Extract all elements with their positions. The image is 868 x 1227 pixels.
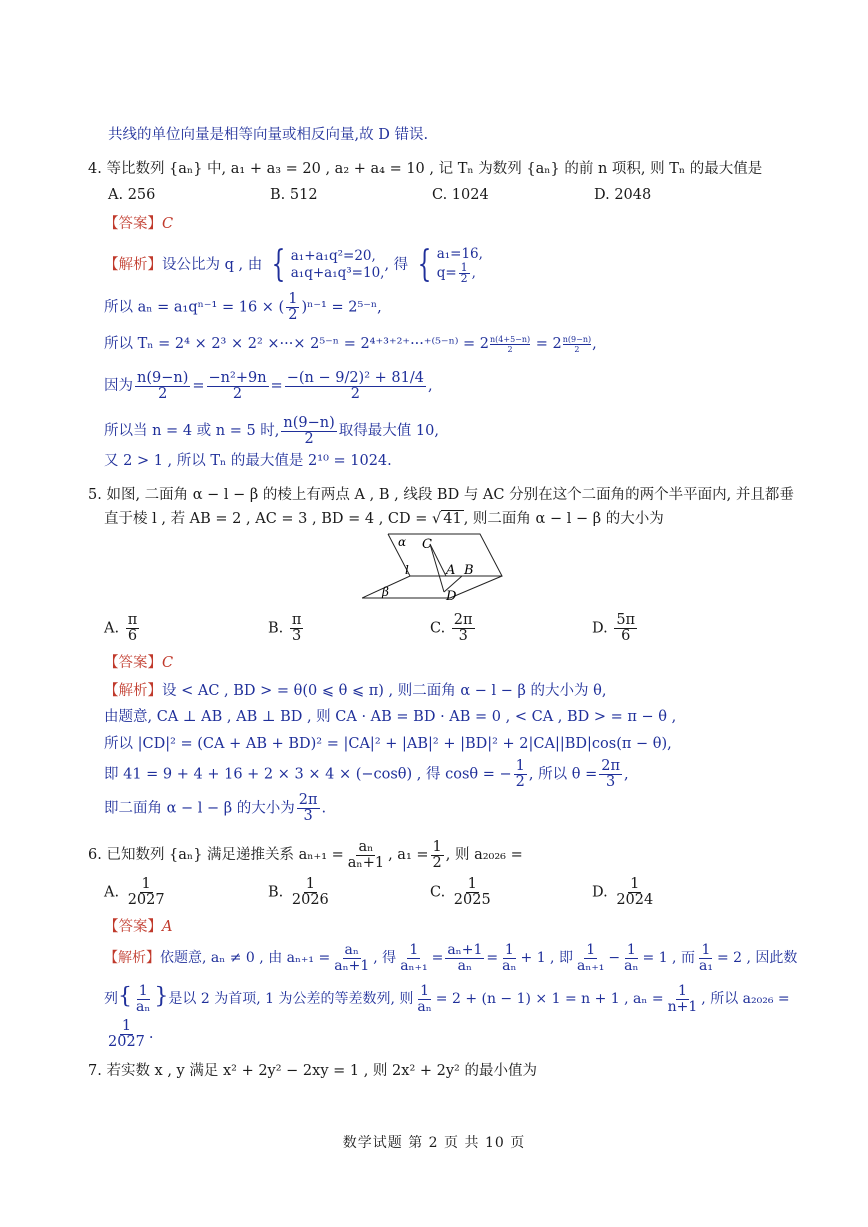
q6-analysis-line-2: 列{ $\frac{1}{\text{aₙ}}$ }是以 2 为首项, 1 为公差的等差数列, 则 $\frac{1}{\text{aₙ}}$ = 2 + (n − 1) × 1 = n + 1 , aₙ = $\frac{1}{n+1}$ , 所以 a₂₀₂₆ = [104, 982, 790, 1015]
q4-analysis-line-6: 又 2 > 1 , 所以 Tₙ 的最大值是 2¹⁰ = 1024. [104, 453, 392, 469]
q5-analysis-line-1 [104, 682, 606, 700]
analysis-tag: 【解析】 [104, 257, 162, 273]
question-6-stem: 6. 已知数列 {aₙ} 满足递推关系 aₙ₊₁ = $\frac{\text{aₙ}}{\text{aₙ+1}}$ , a₁ = $\frac{1}{2}$ , 则 a₂₀₂₆ = [88, 838, 523, 871]
text: 所以 Tₙ = 2⁴ × 2³ × 2² ×···× 2⁵⁻ⁿ = 2⁴⁺³⁺²⁺···⁺⁽⁵⁻ⁿ⁾ = 2 [104, 336, 490, 352]
question-5-stem-1: 5. 如图, 二面角 α − l − β 的棱上有两点 A , B , 线段 BD 与 AC 分别在这个二面角的两个半平面内, 并且都垂 [88, 487, 794, 503]
q6-option-b: B. $\frac{1}{2026}$ [268, 876, 329, 908]
answer-value: C [162, 216, 174, 232]
dihedral-angle-figure [362, 530, 508, 604]
text: = 2 [531, 336, 562, 352]
q5-analysis-line-4: 即 41 = 9 + 4 + 16 + 2 × 3 × 4 × (−cosθ) , 得 cosθ = − $\frac{1}{2}$ , 所以 θ = $\frac{2\pi}{3}$ , [104, 758, 629, 790]
q5-answer [104, 654, 173, 672]
eq-row: q= $\frac{1}{2}$ , [436, 261, 476, 285]
q5-option-a: A. $\frac{\pi}{6}$ [104, 612, 138, 644]
text: 设 < AC , BD > = θ(0 ⩽ θ ⩽ π) , 则二面角 α − l − β 的大小为 θ, [162, 683, 607, 699]
text: 因为 [104, 378, 133, 394]
text: 所以当 n = 4 或 n = 5 时, [104, 423, 280, 439]
q4-analysis-line-5: 所以当 n = 4 或 n = 5 时, $\frac{n(9-n)}{2}$ 取得最大值 10, [104, 414, 439, 447]
label-c: C [422, 537, 432, 552]
answer-tag: 【答案】 [104, 216, 162, 232]
question-7-stem: 7. 若实数 x , y 满足 x² + 2y² − 2xy = 1 , 则 2x² + 2y² 的最小值为 [88, 1063, 537, 1079]
answer-value: C [162, 655, 174, 671]
q4-option-b: B. 512 [270, 187, 318, 203]
equation-system: { a₁=16, q= $\frac{1}{2}$ , [417, 244, 483, 285]
page-footer: 数学试题 第 2 页 共 10 页 [342, 1135, 526, 1151]
text: 设公比为 q , 由 [162, 257, 263, 273]
analysis-tag: 【解析】 [104, 950, 160, 966]
q4-analysis-line-4: 因为 $\frac{n(9-n)}{2}$ = $\frac{\text{−n²+9n}}{2}$ = $\frac{\text{−(n − 9/2)² + 81/4}}{2}$ , [104, 369, 433, 402]
q6-option-d: D. $\frac{1}{2024}$ [592, 876, 654, 908]
answer-tag: 【答案】 [104, 919, 162, 935]
label-l: l [405, 563, 409, 577]
q5-analysis-line-5: 即二面角 α − l − β 的大小为 $\frac{2\pi}{3}$ . [104, 792, 327, 824]
q5-analysis-line-3: 所以 |CD|² = (CA + AB + BD)² = |CA|² + |AB|² + |BD|² + 2|CA||BD|cos(π − θ), [104, 736, 672, 752]
q4-analysis-line-3: 所以 Tₙ = 2⁴ × 2³ × 2² ×···× 2⁵⁻ⁿ = 2⁴⁺³⁺²⁺···⁺⁽⁵⁻ⁿ⁾ = 2 $\frac{n(4+5-n)}{2}$ = 2 $\frac{n(9-n)}{2}$ , [104, 335, 597, 355]
q6-option-c: C. $\frac{1}{2025}$ [430, 876, 491, 908]
text: , [592, 336, 597, 352]
text: )ⁿ⁻¹ = 2⁵⁻ⁿ, [301, 299, 382, 316]
q5-option-d: D. $\frac{5\pi}{6}$ [592, 612, 636, 644]
equation-system: { a₁+a₁q²=20, a₁q+a₁q³=10, [271, 244, 385, 285]
question-4-stem: 4. 等比数列 {aₙ} 中, a₁ + a₃ = 20 , a₂ + a₄ = 10 , 记 Tₙ 为数列 {aₙ} 的前 n 项积, 则 Tₙ 的最大值是 [88, 161, 763, 177]
q6-option-a: A. $\frac{1}{2027}$ [104, 876, 165, 908]
q4-analysis-line-1 [104, 246, 483, 284]
eq-row: a₁=16, [436, 246, 483, 262]
q4-option-c: C. 1024 [432, 187, 489, 203]
text: 所以 aₙ = a₁qⁿ⁻¹ = 16 × ( [104, 299, 285, 316]
text: 取得最大值 10, [338, 423, 439, 439]
q5-option-c: C. $\frac{2\pi}{3}$ [430, 612, 473, 644]
label-d: D [446, 589, 457, 604]
q4-analysis-line-2: 所以 aₙ = a₁qⁿ⁻¹ = 16 × ( $\frac{1}{2}$ )ⁿ⁻¹ = 2⁵⁻ⁿ, [104, 291, 382, 323]
eq-row: a₁q+a₁q³=10, [290, 265, 385, 281]
q6-analysis-line-1: 【解析】依题意, aₙ ≠ 0 , 由 aₙ₊₁ = $\frac{\text{aₙ}}{\text{aₙ+1}}$ , 得 $\frac{1}{\text{aₙ₊₁}}$ = $\frac{\text{aₙ+1}}{\text{aₙ}}$ = $\frac{1}{\text{aₙ}}$ + 1 , 即 $\frac{1}{\text{aₙ₊₁}}$ − $\frac{1}{\text{aₙ}}$ = 1 , 而 $\frac{1}{\text{a₁}}$ = 2 , 因此数 [104, 941, 798, 974]
q4-option-d: D. 2048 [594, 187, 652, 203]
eq-row: a₁+a₁q²=20, [290, 248, 376, 264]
text: , 得 [384, 257, 409, 273]
text-line: 共线的单位向量是相等向量或相反向量,故 D 错误. [108, 127, 429, 143]
label-alpha: α [398, 535, 407, 549]
q4-option-a: A. 256 [108, 187, 156, 203]
answer-value: A [162, 919, 173, 935]
q4-answer [104, 215, 173, 233]
q6-answer [104, 918, 172, 936]
analysis-tag: 【解析】 [104, 683, 162, 699]
answer-tag: 【答案】 [104, 655, 162, 671]
label-a: A [446, 563, 456, 578]
q5-option-b: B. $\frac{\pi}{3}$ [268, 612, 302, 644]
q6-analysis-line-3: $\frac{1}{2027}$ . [108, 1017, 154, 1050]
question-5-stem-2: 直于棱 l , 若 AB = 2 , AC = 3 , BD = 4 , CD = √ 41 , 则二面角 α − l − β 的大小为 [104, 511, 664, 527]
label-beta: β [382, 585, 389, 599]
q5-analysis-line-2: 由题意, CA ⊥ AB , AB ⊥ BD , 则 CA · AB = BD · AB = 0 , < CA , BD > = π − θ , [104, 709, 677, 725]
label-b: B [464, 563, 474, 578]
